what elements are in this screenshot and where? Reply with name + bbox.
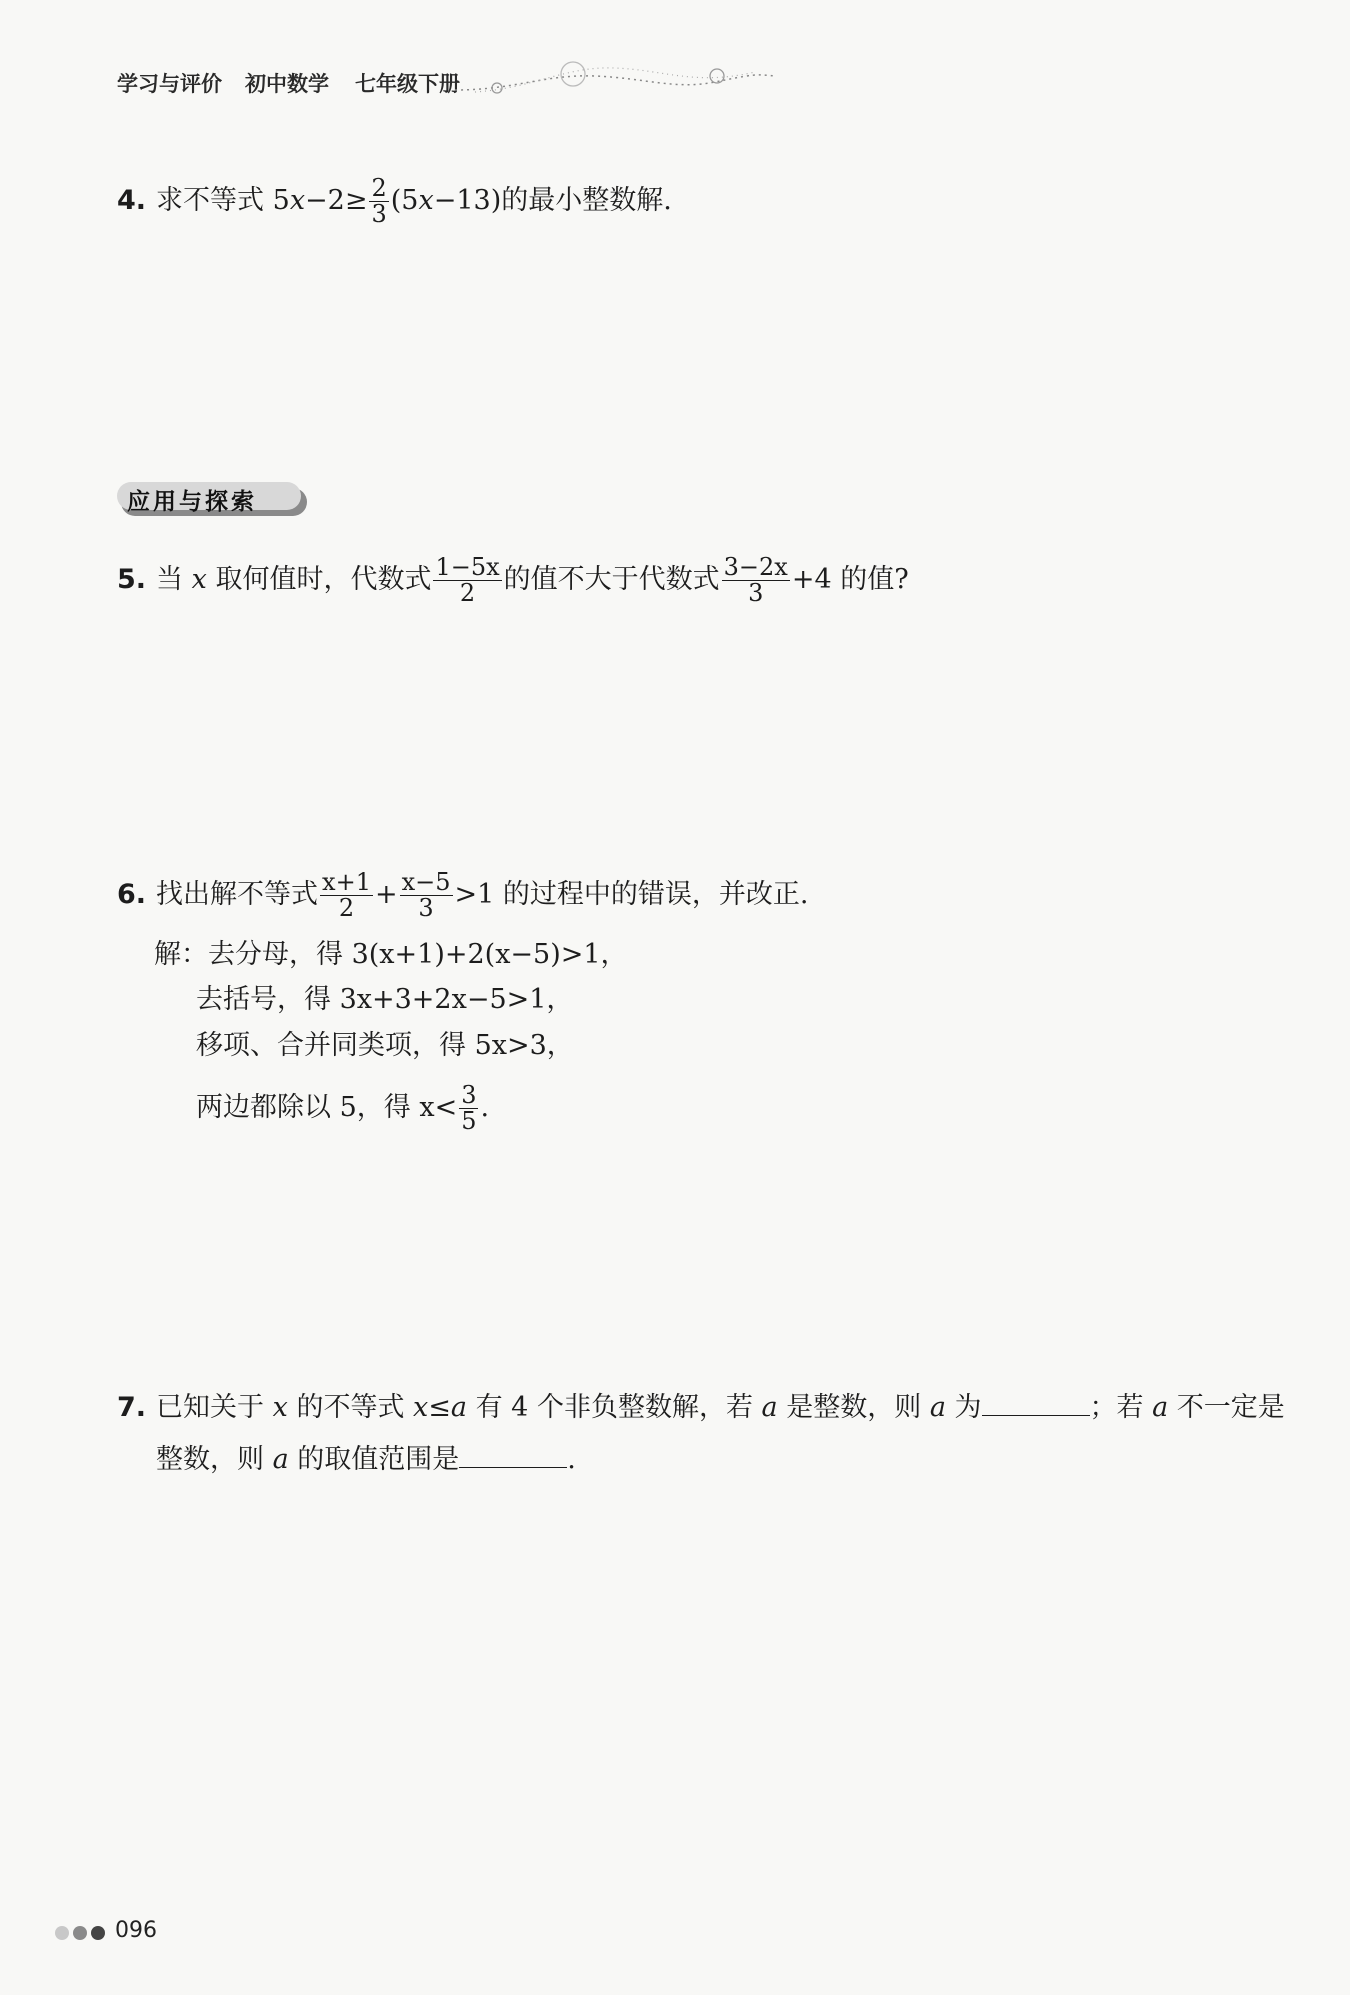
question-text: >1 的过程中的错误，并改正. (454, 879, 809, 911)
solution-line-3: 移项、合并同类项，得 5x>3， (196, 1030, 574, 1061)
variable-x: x (191, 564, 207, 596)
variable-x: x (289, 185, 306, 217)
fraction-denominator: 5 (461, 1107, 477, 1136)
page-number: 096 (115, 1918, 157, 1943)
variable-a: a (1152, 1392, 1169, 1423)
fraction (369, 176, 388, 227)
footer-dot-mid (73, 1926, 87, 1940)
fraction (459, 1083, 478, 1134)
fraction-numerator: 3 (461, 1081, 477, 1109)
fraction-denominator: 3 (371, 200, 387, 229)
solution-line-4 (196, 1083, 489, 1134)
question-text: 当 (156, 564, 192, 596)
fraction-denominator: 2 (459, 579, 476, 608)
question-number: 5. (117, 564, 147, 596)
variable-x: x (272, 1392, 288, 1423)
fraction-numerator: 3−2x (723, 553, 788, 581)
question-text: 找出解不等式 (156, 879, 319, 911)
solution-line-2: 去括号，得 3x+3+2x−5>1， (196, 984, 574, 1015)
question-text: ；若 (1089, 1392, 1153, 1423)
question-text: −2≥ (305, 185, 368, 217)
fraction (433, 555, 501, 606)
variable-x: x (413, 1392, 429, 1423)
fraction (320, 870, 373, 921)
footer-dot-dark (91, 1926, 105, 1940)
fraction (722, 555, 790, 606)
question-text: ≤ (428, 1392, 451, 1423)
question-number: 6. (117, 879, 147, 911)
section-title: 应用与探索 (127, 489, 257, 515)
fraction-denominator: 3 (418, 894, 434, 923)
question-text: 是整数，则 (777, 1392, 930, 1423)
question-4 (117, 176, 672, 227)
footer-dot-light (55, 1926, 69, 1940)
variable-a: a (929, 1392, 946, 1423)
question-7-continued (156, 1440, 576, 1480)
answer-blank-1[interactable] (982, 1389, 1090, 1416)
question-text: 不一定是 (1168, 1392, 1285, 1423)
question-text: +4 的值? (791, 564, 909, 596)
fraction-denominator: 3 (748, 579, 764, 608)
question-text: 求不等式 5 (156, 185, 290, 217)
fraction-numerator: 1−5x (435, 553, 500, 581)
header-grade: 七年级下册 (355, 72, 460, 96)
fraction (400, 870, 453, 921)
question-text: −13)的最小整数解. (433, 185, 672, 217)
question-number: 7. (117, 1392, 147, 1423)
section-badge (117, 482, 307, 516)
question-text: 有 4 个非负整数解，若 (467, 1392, 762, 1423)
question-text: 整数，则 (156, 1444, 273, 1475)
question-text: 取何值时，代数式 (206, 564, 432, 596)
question-text: 已知关于 (156, 1392, 273, 1423)
question-text: 的不等式 (287, 1392, 414, 1423)
question-text: 的值不大于代数式 (503, 564, 720, 596)
fraction-numerator: x−5 (401, 868, 451, 896)
question-text: 为 (945, 1392, 982, 1423)
fraction-denominator: 2 (338, 894, 355, 923)
question-6 (117, 870, 808, 921)
question-5 (117, 555, 909, 606)
header-decoration (455, 60, 775, 100)
answer-blank-2[interactable] (459, 1441, 567, 1468)
solution-text: . (480, 1092, 490, 1124)
fraction-numerator: x+1 (322, 868, 371, 896)
variable-a: a (450, 1392, 468, 1423)
variable-a: a (761, 1392, 778, 1423)
question-text: (5 (390, 185, 419, 217)
variable-x: x (418, 185, 434, 217)
question-number: 4. (117, 185, 147, 217)
header-book-title: 学习与评价 (117, 72, 222, 96)
fraction-numerator: 2 (371, 174, 387, 202)
question-text: 的取值范围是 (288, 1444, 460, 1475)
question-7 (117, 1388, 1285, 1428)
question-text: . (567, 1444, 576, 1475)
solution-line-1: 解：去分母，得 3(x+1)+2(x−5)>1， (154, 939, 628, 970)
plus-sign: + (374, 879, 398, 911)
variable-a: a (272, 1444, 289, 1475)
solution-text: 两边都除以 5，得 x< (196, 1092, 458, 1124)
header-subject: 初中数学 (245, 72, 329, 96)
